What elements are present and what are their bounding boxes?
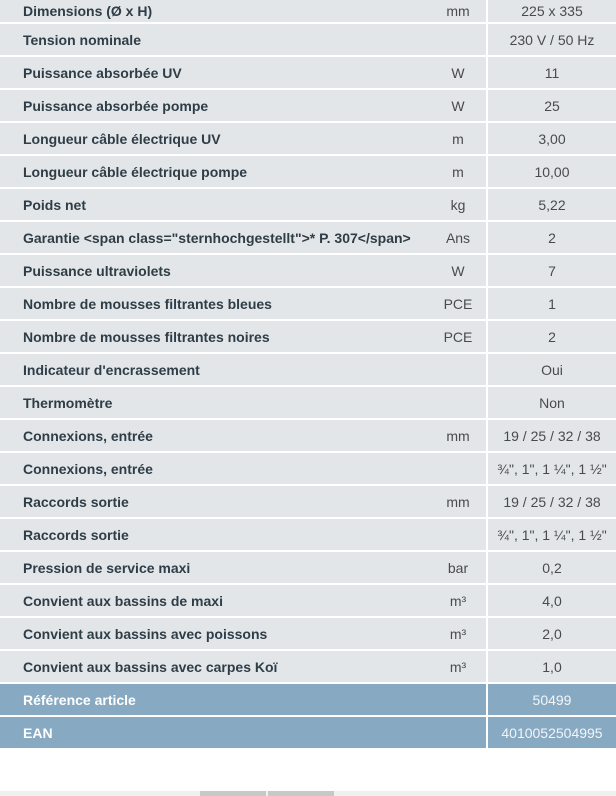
spec-row (0, 486, 616, 519)
spec-unit: m³ (430, 651, 488, 684)
spec-value: ¾", 1", 1 ¼", 1 ½" (488, 519, 616, 552)
spec-value: 19 / 25 / 32 / 38 (488, 420, 616, 453)
spec-value: Oui (488, 354, 616, 387)
spec-label: Poids net (0, 189, 430, 222)
spec-value: Non (488, 387, 616, 420)
spec-row (0, 57, 616, 90)
spec-unit: W (430, 255, 488, 288)
spec-value: 19 / 25 / 32 / 38 (488, 486, 616, 519)
spec-unit (430, 387, 488, 420)
spec-unit: mm (430, 0, 488, 24)
spec-row (0, 321, 616, 354)
spec-value: 10,00 (488, 156, 616, 189)
spec-label: Connexions, entrée (0, 420, 430, 453)
spec-value: 5,22 (488, 189, 616, 222)
spec-unit: m³ (430, 585, 488, 618)
spec-row (0, 585, 616, 618)
spec-value: ¾", 1", 1 ¼", 1 ½" (488, 453, 616, 486)
ean-row (0, 717, 616, 750)
spec-label: Raccords sortie (0, 486, 430, 519)
spec-label: Convient aux bassins avec poissons (0, 618, 430, 651)
spec-value: 1 (488, 288, 616, 321)
spec-label: Connexions, entrée (0, 453, 430, 486)
ean-value: 4010052504995 (488, 717, 616, 750)
spec-row (0, 387, 616, 420)
spec-value: 0,2 (488, 552, 616, 585)
spec-label: Garantie <span class="sternhochgestellt">* P. 307</span> (0, 222, 430, 255)
bottom-tab (268, 791, 334, 796)
spec-value: 11 (488, 57, 616, 90)
spec-row (0, 453, 616, 486)
spec-row (0, 288, 616, 321)
spec-unit: kg (430, 189, 488, 222)
spec-row (0, 24, 616, 57)
spec-unit (430, 453, 488, 486)
spec-label: Indicateur d'encrassement (0, 354, 430, 387)
spec-value: 2,0 (488, 618, 616, 651)
spec-label: Convient aux bassins de maxi (0, 585, 430, 618)
spec-unit (430, 24, 488, 57)
spec-label: Nombre de mousses filtrantes noires (0, 321, 430, 354)
spec-unit: m³ (430, 618, 488, 651)
spec-label: Raccords sortie (0, 519, 430, 552)
ean-unit (430, 717, 488, 750)
spec-row (0, 354, 616, 387)
spec-unit: W (430, 90, 488, 123)
spec-unit: m (430, 123, 488, 156)
spec-value: 1,0 (488, 651, 616, 684)
spec-row (0, 156, 616, 189)
spec-label: Puissance absorbée UV (0, 57, 430, 90)
spec-label: Tension nominale (0, 24, 430, 57)
spec-row (0, 222, 616, 255)
spec-value: 3,00 (488, 123, 616, 156)
spec-label: Puissance ultraviolets (0, 255, 430, 288)
spec-row (0, 255, 616, 288)
spec-row (0, 189, 616, 222)
spec-row (0, 90, 616, 123)
reference-value: 50499 (488, 684, 616, 717)
reference-unit (430, 684, 488, 717)
spec-unit: mm (430, 420, 488, 453)
spec-unit (430, 519, 488, 552)
spec-row (0, 552, 616, 585)
bottom-strip (0, 791, 616, 796)
spec-label: Thermomètre (0, 387, 430, 420)
spec-row (0, 420, 616, 453)
reference-label: Référence article (0, 684, 430, 717)
spec-unit: W (430, 57, 488, 90)
spec-unit: mm (430, 486, 488, 519)
spec-label: Puissance absorbée pompe (0, 90, 430, 123)
spec-label: Nombre de mousses filtrantes bleues (0, 288, 430, 321)
reference-row (0, 684, 616, 717)
spec-row (0, 519, 616, 552)
spec-row (0, 123, 616, 156)
spec-unit: PCE (430, 321, 488, 354)
spec-value: 225 x 335 (488, 0, 616, 24)
spec-label: Dimensions (Ø x H) (0, 0, 430, 24)
spec-row (0, 0, 616, 24)
bottom-tab (200, 791, 266, 796)
spec-label: Pression de service maxi (0, 552, 430, 585)
ean-label: EAN (0, 717, 430, 750)
spec-value: 2 (488, 222, 616, 255)
spec-label: Longueur câble électrique UV (0, 123, 430, 156)
spec-row (0, 618, 616, 651)
spec-label: Longueur câble électrique pompe (0, 156, 430, 189)
spec-value: 25 (488, 90, 616, 123)
spec-unit: bar (430, 552, 488, 585)
spec-unit: PCE (430, 288, 488, 321)
spec-value: 7 (488, 255, 616, 288)
spec-unit (430, 354, 488, 387)
spec-unit: Ans (430, 222, 488, 255)
spec-row (0, 651, 616, 684)
spec-label: Convient aux bassins avec carpes Koï (0, 651, 430, 684)
spec-unit: m (430, 156, 488, 189)
spec-value: 230 V / 50 Hz (488, 24, 616, 57)
spec-value: 4,0 (488, 585, 616, 618)
spec-value: 2 (488, 321, 616, 354)
